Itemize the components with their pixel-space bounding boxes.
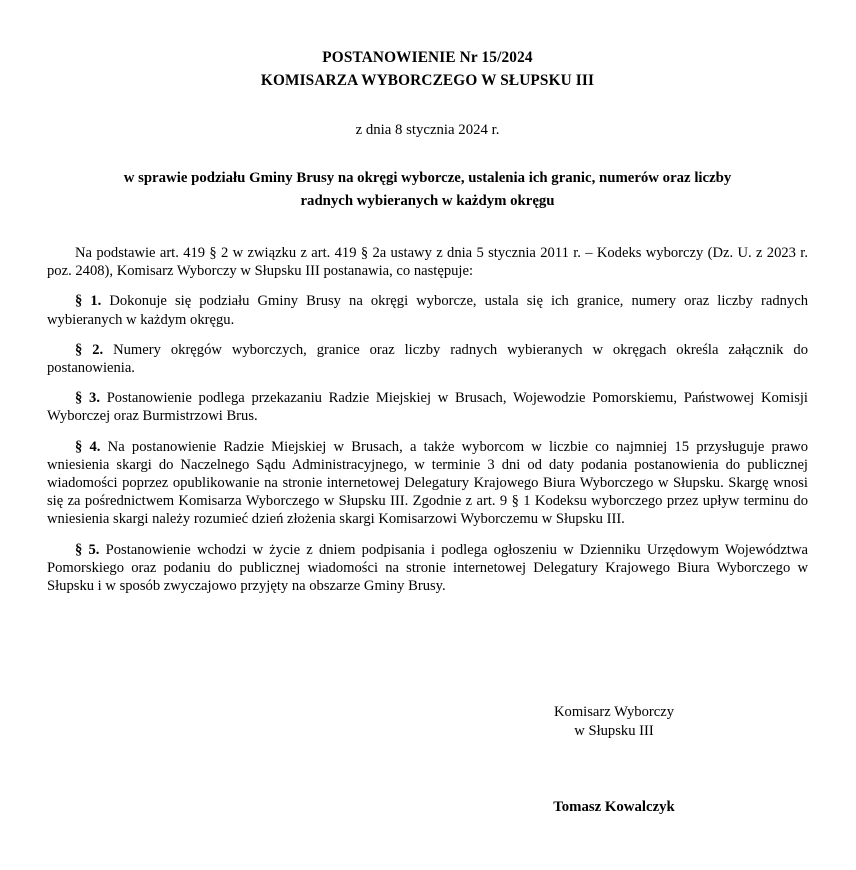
section-text-4: Na postanowienie Radzie Miejskiej w Brusach, a także wyborcom w liczbie co najmniej 15 przysługuje prawo wniesienia skargi do Naczelnego Sądu Administracyjnego, w terminie 3 dni od daty podania postanowienia do publicznej wiadomości poprzez opublikowanie na stronie internetowej Delegatury Krajowego Biura Wyborczego w Słupsku. Skargę wnosi się za pośrednictwem Komisarza Wyborczego w Słupsku III. Zgodnie z art. 9 § 1 Kodeksu wyborczego przez upływ terminu do wniesienia skargi należy rozumieć dzień złożenia skargi Komisarzowi Wyborczemu w Słupsku III.	[47, 438, 808, 528]
signatory-name: Tomasz Kowalczyk	[553, 799, 675, 815]
paragraph-section-3	[47, 389, 808, 425]
signature-block	[494, 703, 734, 817]
document-content	[47, 0, 808, 595]
document-body	[47, 213, 808, 595]
section-marker-4: § 4.	[75, 438, 101, 455]
document-subject-line-2: radnych wybieranych w każdym okręgu	[300, 193, 555, 209]
paragraph-section-5	[47, 541, 808, 596]
document-title	[47, 0, 808, 92]
section-text-1: Dokonuje się podziału Gminy Brusy na okręgi wyborcze, ustala się ich granice, numery oraz liczby radnych wybieranych w każdym okręgu.	[47, 293, 808, 328]
signatory-role-line-2: w Słupsku III	[574, 723, 654, 739]
paragraph-section-1	[47, 292, 808, 328]
section-marker-2: § 2.	[75, 341, 104, 358]
signatory-role-line-1: Komisarz Wyborczy	[553, 704, 675, 720]
section-text-5: Postanowienie wchodzi w życie z dniem podpisania i podlega ogłoszeniu w Dzienniku Urzędowym Województwa Pomorskiego oraz podaniu do publicznej wiadomości na stronie internetowej Delegatury Krajowego Biura Wyborczego w Słupsku i w sposób zwyczajowo przyjęty na obszarze Gminy Brusy.	[47, 541, 809, 595]
document-subject	[47, 140, 808, 213]
paragraph-section-2	[47, 341, 808, 377]
section-marker-5: § 5.	[75, 541, 100, 558]
section-marker-3: § 3.	[75, 390, 100, 407]
section-text-2: Numery okręgów wyborczych, granice oraz liczby radnych wybieranych w okręgach określa załącznik do postanowienia.	[47, 341, 808, 377]
document-title-line-1: POSTANOWIENIE Nr 15/2024	[322, 49, 533, 66]
section-marker-1: § 1.	[75, 293, 102, 310]
paragraph-section-4	[47, 438, 808, 529]
document-date: z dnia 8 stycznia 2024 r.	[355, 122, 500, 138]
document-subject-line-1: w sprawie podziału Gminy Brusy na okręgi wyborcze, ustalenia ich granic, numerów oraz liczby	[123, 170, 732, 186]
paragraph-preamble: Na podstawie art. 419 § 2 w związku z art. 419 § 2a ustawy z dnia 5 stycznia 2011 r. – Kodeks wyborczy (Dz. U. z 2023 r. poz. 2408), Komisarz Wyborczy w Słupsku III postanawia, co następuje:	[47, 245, 808, 280]
document-title-line-2: KOMISARZA WYBORCZEGO W SŁUPSKU III	[260, 72, 595, 89]
section-text-3: Postanowienie podlega przekazaniu Radzie Miejskiej w Brusach, Wojewodzie Pomorskiemu, Państwowej Komisji Wyborczej oraz Burmistrzowi Brus.	[47, 390, 808, 425]
